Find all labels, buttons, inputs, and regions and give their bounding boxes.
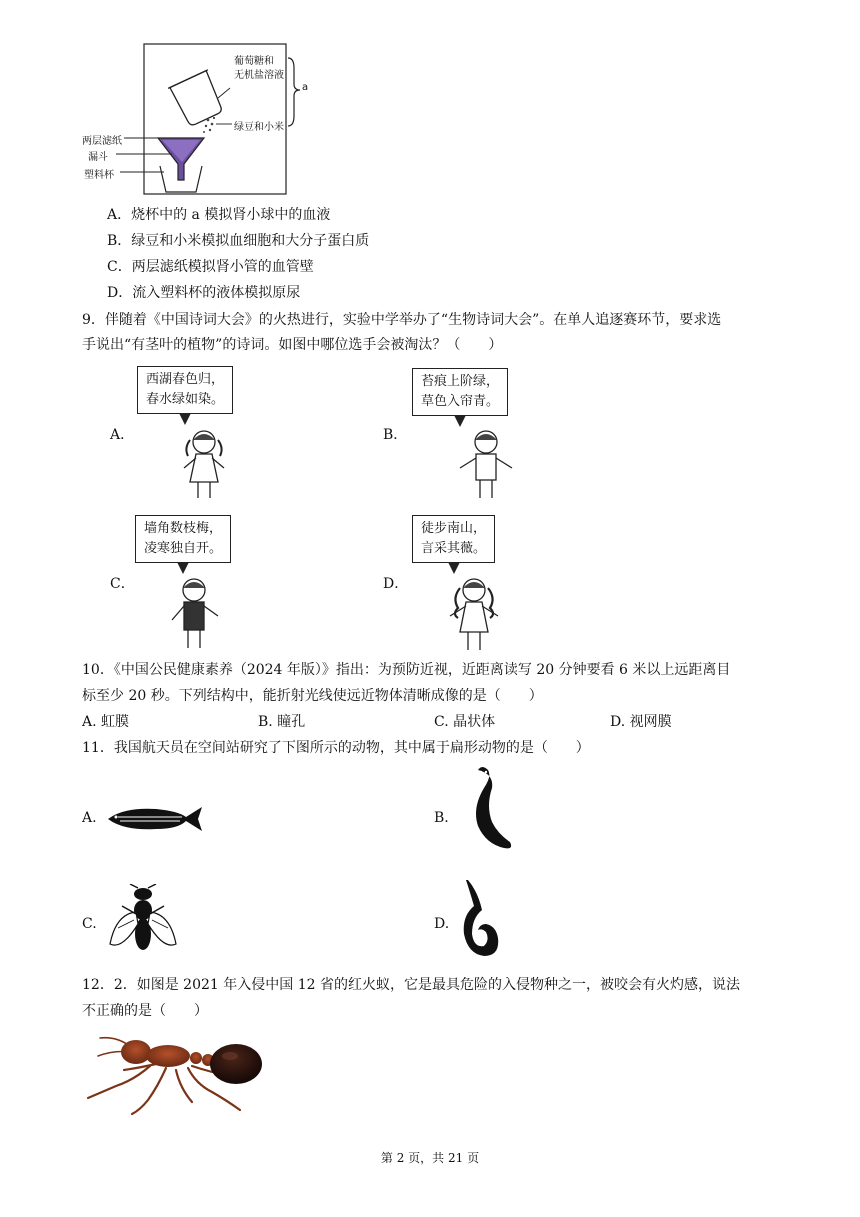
page-footer: 第 2 页，共 21 页 <box>380 1151 480 1165</box>
q8-option-a: A．烧杯中的 a 模拟肾小球中的血液 <box>107 207 331 223</box>
diagram-label-filter-paper: 两层滤纸 <box>82 136 122 147</box>
diagram-label-solution-1: 葡萄糖和 <box>234 56 274 67</box>
nematode-icon <box>456 878 506 962</box>
q8-option-d: D．流入塑料杯的液体模拟原尿 <box>107 285 301 301</box>
fly-icon <box>108 884 178 960</box>
q9-choice-b-bubble: 苔痕上阶绿， 草色入帘青。 <box>412 368 508 416</box>
q11-label-b: B. <box>434 810 449 826</box>
girl-figure-icon <box>438 574 510 652</box>
q12-stem-line-2: 不正确的是（ ） <box>82 1003 208 1019</box>
q10-stem-line-2: 标至少 20 秒。下列结构中，能折射光线使远近物体清晰成像的是（ ） <box>82 688 543 704</box>
diagram-label-cup: 塑料杯 <box>84 170 114 181</box>
q9-choice-b-label: B． <box>383 427 408 443</box>
q10-stem-line-1: 10．《中国公民健康素养（2024 年版）》指出：为预防近视，近距离读写 20 分钟要看 6 米以上远距离目 <box>82 662 731 678</box>
q9-choice-c-bubble: 墙角数枝梅， 凌寒独自开。 <box>135 515 231 563</box>
girl-figure-icon <box>172 426 236 502</box>
diagram-label-solution-2: 无机盐溶液 <box>234 70 284 81</box>
q12-stem-line-1: 12．2．如图是 2021 年入侵中国 12 省的红火蚁，它是最具危险的入侵物种之一，被咬会有火灼感，说法 <box>82 977 740 993</box>
q9-stem-line-2: 手说出“有茎叶的植物”的诗词。如图中哪位选手会被淘汰？（ ） <box>82 337 503 353</box>
q10-option-c: C. 晶状体 <box>434 714 496 730</box>
diagram-label-beans: 绿豆和小米 <box>234 122 284 133</box>
q10-option-d: D. 视网膜 <box>610 714 672 730</box>
q9-choice-a-label: A． <box>110 427 135 443</box>
fire-ant-icon <box>80 1026 270 1116</box>
filtration-diagram <box>80 40 320 200</box>
q10-option-a: A. 虹膜 <box>82 714 130 730</box>
q11-label-c: C. <box>82 916 97 932</box>
boy-figure-icon <box>450 428 522 500</box>
q8-option-c: C．两层滤纸模拟肾小管的血管壁 <box>107 259 314 275</box>
q11-stem: 11．我国航天员在空间站研究了下图所示的动物，其中属于扁形动物的是（ ） <box>82 740 590 756</box>
q9-choice-d-label: D． <box>383 576 409 592</box>
planarian-icon <box>462 764 518 854</box>
q9-choice-a-bubble: 西湖春色归， 春水绿如染。 <box>137 366 233 414</box>
q9-choice-c-label: C． <box>110 576 135 592</box>
filtration-apparatus-icon <box>80 40 320 200</box>
q11-label-d: D. <box>434 916 450 932</box>
fish-icon <box>104 803 206 835</box>
q9-stem-line-1: 9．伴随着《中国诗词大会》的火热进行，实验中学举办了“生物诗词大会”。在单人追逐赛环节，要求选 <box>82 312 722 328</box>
boy-figure-icon <box>160 576 230 650</box>
diagram-brace-label: a <box>302 82 309 93</box>
q8-option-b: B．绿豆和小米模拟血细胞和大分子蛋白质 <box>107 233 370 249</box>
q10-option-b: B. 瞳孔 <box>258 714 306 730</box>
q11-label-a: A. <box>82 810 97 826</box>
diagram-label-funnel: 漏斗 <box>88 152 108 163</box>
q9-choice-d-bubble: 徒步南山， 言采其薇。 <box>412 515 495 563</box>
